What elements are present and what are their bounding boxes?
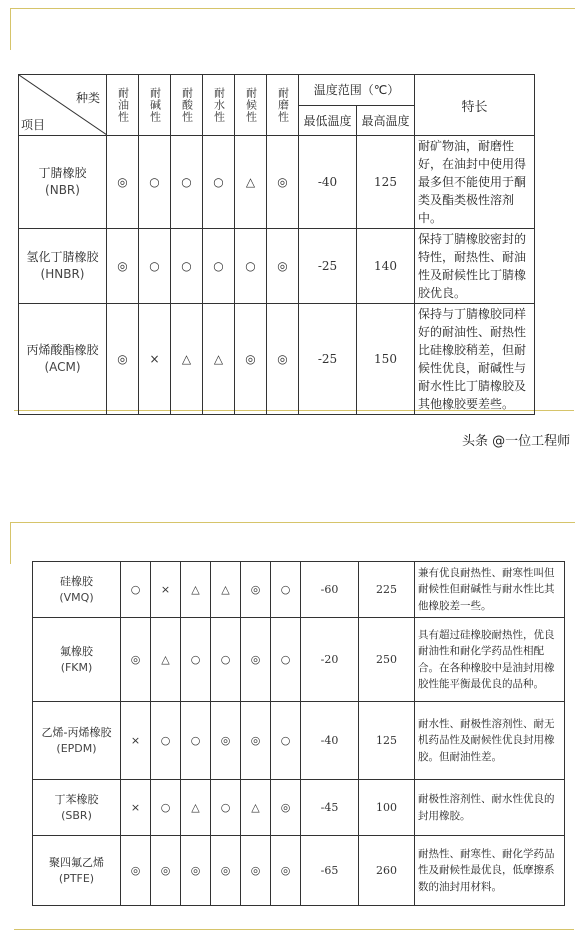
rating-cell: ◎ — [151, 836, 181, 906]
max-temp-cell: 100 — [359, 780, 415, 836]
prop-header-4: 耐候性 — [235, 75, 267, 136]
rating-cell: △ — [211, 562, 241, 618]
min-temp-cell: -20 — [301, 618, 359, 702]
rubber-properties-table-2 — [32, 561, 565, 906]
rating-cell: × — [151, 562, 181, 618]
rating-cell: ◎ — [241, 562, 271, 618]
top-bracket-2 — [10, 522, 11, 564]
feature-header: 特长 — [415, 75, 535, 136]
rating-cell: × — [121, 702, 151, 780]
table-row — [33, 702, 565, 780]
rating-cell: △ — [235, 136, 267, 229]
rating-cell: ◎ — [121, 618, 151, 702]
min-temp-header: 最低温度 — [299, 105, 357, 136]
min-temp-cell: -45 — [301, 780, 359, 836]
rating-cell: ○ — [203, 229, 235, 304]
rating-cell: ◎ — [211, 836, 241, 906]
corner-header — [19, 75, 107, 136]
rating-cell: ◎ — [267, 304, 299, 415]
table-row — [19, 136, 535, 229]
feature-cell: 保持丁腈橡胶密封的特性，耐热性、耐油性及耐候性比丁腈橡胶优良。 — [415, 229, 535, 304]
min-temp-cell: -60 — [301, 562, 359, 618]
prop-header-3: 耐水性 — [203, 75, 235, 136]
max-temp-cell: 260 — [359, 836, 415, 906]
table-row — [33, 618, 565, 702]
rubber-name: 氢化丁腈橡胶 (HNBR) — [19, 229, 107, 304]
rating-cell: ○ — [271, 702, 301, 780]
rating-cell: ○ — [171, 136, 203, 229]
min-temp-cell: -40 — [301, 702, 359, 780]
rubber-name: 乙烯-丙烯橡胶 (EPDM) — [33, 702, 121, 780]
top-rule-2 — [10, 522, 575, 523]
rating-cell: △ — [181, 780, 211, 836]
rating-cell: ○ — [211, 780, 241, 836]
rubber-name: 丁腈橡胶 (NBR) — [19, 136, 107, 229]
max-temp-cell: 125 — [359, 702, 415, 780]
top-rule-1 — [10, 8, 575, 9]
top-bracket-1 — [10, 8, 11, 50]
min-temp-cell: -25 — [299, 229, 357, 304]
rating-cell: ◎ — [121, 836, 151, 906]
rating-cell: △ — [151, 618, 181, 702]
rating-cell: △ — [171, 304, 203, 415]
rating-cell: ○ — [271, 562, 301, 618]
rating-cell: ○ — [181, 618, 211, 702]
item-label: 项目 — [21, 118, 46, 132]
rating-cell: ◎ — [241, 618, 271, 702]
rating-cell: ◎ — [271, 836, 301, 906]
min-temp-cell: -65 — [301, 836, 359, 906]
rubber-name: 硅橡胶 (VMQ) — [33, 562, 121, 618]
max-temp-cell: 140 — [357, 229, 415, 304]
table-row — [33, 562, 565, 618]
rating-cell: ○ — [171, 229, 203, 304]
feature-cell: 耐水性、耐极性溶剂性、耐无机药品性及耐候性优良封用橡胶。但耐油性差。 — [415, 702, 565, 780]
rating-cell: ○ — [151, 780, 181, 836]
rating-cell: △ — [241, 780, 271, 836]
max-temp-header: 最高温度 — [357, 105, 415, 136]
feature-cell: 耐热性、耐寒性、耐化学药品性及耐候性最优良，低摩擦系数的油封用材料。 — [415, 836, 565, 906]
rating-cell: △ — [181, 562, 211, 618]
kind-label: 种类 — [75, 91, 100, 105]
feature-cell: 具有超过硅橡胶耐热性，优良耐油性和耐化学药品性相配合。在各种橡胶中是油封用橡胶性能平衡最优良的品种。 — [415, 618, 565, 702]
rating-cell: ○ — [235, 229, 267, 304]
max-temp-cell: 150 — [357, 304, 415, 415]
prop-header-0: 耐油性 — [107, 75, 139, 136]
rating-cell: ◎ — [267, 136, 299, 229]
rubber-name: 聚四氟乙烯 (PTFE) — [33, 836, 121, 906]
min-temp-cell: -25 — [299, 304, 357, 415]
rating-cell: ◎ — [181, 836, 211, 906]
temp-range-header: 温度范围（℃） — [299, 75, 415, 106]
table-row — [19, 229, 535, 304]
feature-cell: 耐矿物油，耐磨性好，在油封中使用得最多但不能使用于酮类及酯类极性溶剂中。 — [415, 136, 535, 229]
rubber-properties-table-1 — [18, 74, 535, 415]
rating-cell: × — [121, 780, 151, 836]
rating-cell: ◎ — [235, 304, 267, 415]
feature-cell: 保持与丁腈橡胶同样好的耐油性、耐热性比硅橡胶稍差，但耐候性优良，耐碱性与耐水性比丁腈橡胶及其他橡胶要差些。 — [415, 304, 535, 415]
rating-cell: △ — [203, 304, 235, 415]
rating-cell: ○ — [203, 136, 235, 229]
table-row — [33, 836, 565, 906]
prop-header-2: 耐酸性 — [171, 75, 203, 136]
prop-header-5: 耐磨性 — [267, 75, 299, 136]
source-caption: 头条 @一位工程师 — [462, 434, 571, 449]
rating-cell: ◎ — [107, 136, 139, 229]
rating-cell: ◎ — [271, 780, 301, 836]
rating-cell: ○ — [211, 618, 241, 702]
rating-cell: ◎ — [107, 229, 139, 304]
rating-cell: ◎ — [241, 702, 271, 780]
max-temp-cell: 125 — [357, 136, 415, 229]
rating-cell: ○ — [151, 702, 181, 780]
rating-cell: ◎ — [107, 304, 139, 415]
bottom-rule-2 — [14, 929, 574, 930]
feature-cell: 兼有优良耐热性、耐寒性叫但耐候性但耐碱性与耐水性比其他橡胶差一些。 — [415, 562, 565, 618]
rubber-name: 丙烯酸酯橡胶 (ACM) — [19, 304, 107, 415]
feature-cell: 耐极性溶剂性、耐水性优良的封用橡胶。 — [415, 780, 565, 836]
prop-header-1: 耐碱性 — [139, 75, 171, 136]
rating-cell: ○ — [271, 618, 301, 702]
max-temp-cell: 225 — [359, 562, 415, 618]
rating-cell: ○ — [139, 229, 171, 304]
rating-cell: ◎ — [267, 229, 299, 304]
table-row — [19, 304, 535, 415]
rating-cell: ◎ — [211, 702, 241, 780]
rating-cell: ○ — [121, 562, 151, 618]
rating-cell: ○ — [181, 702, 211, 780]
min-temp-cell: -40 — [299, 136, 357, 229]
rating-cell: ○ — [139, 136, 171, 229]
rating-cell: ◎ — [241, 836, 271, 906]
rubber-name: 氟橡胶 (FKM) — [33, 618, 121, 702]
rating-cell: × — [139, 304, 171, 415]
rubber-name: 丁苯橡胶 (SBR) — [33, 780, 121, 836]
table-row — [33, 780, 565, 836]
max-temp-cell: 250 — [359, 618, 415, 702]
